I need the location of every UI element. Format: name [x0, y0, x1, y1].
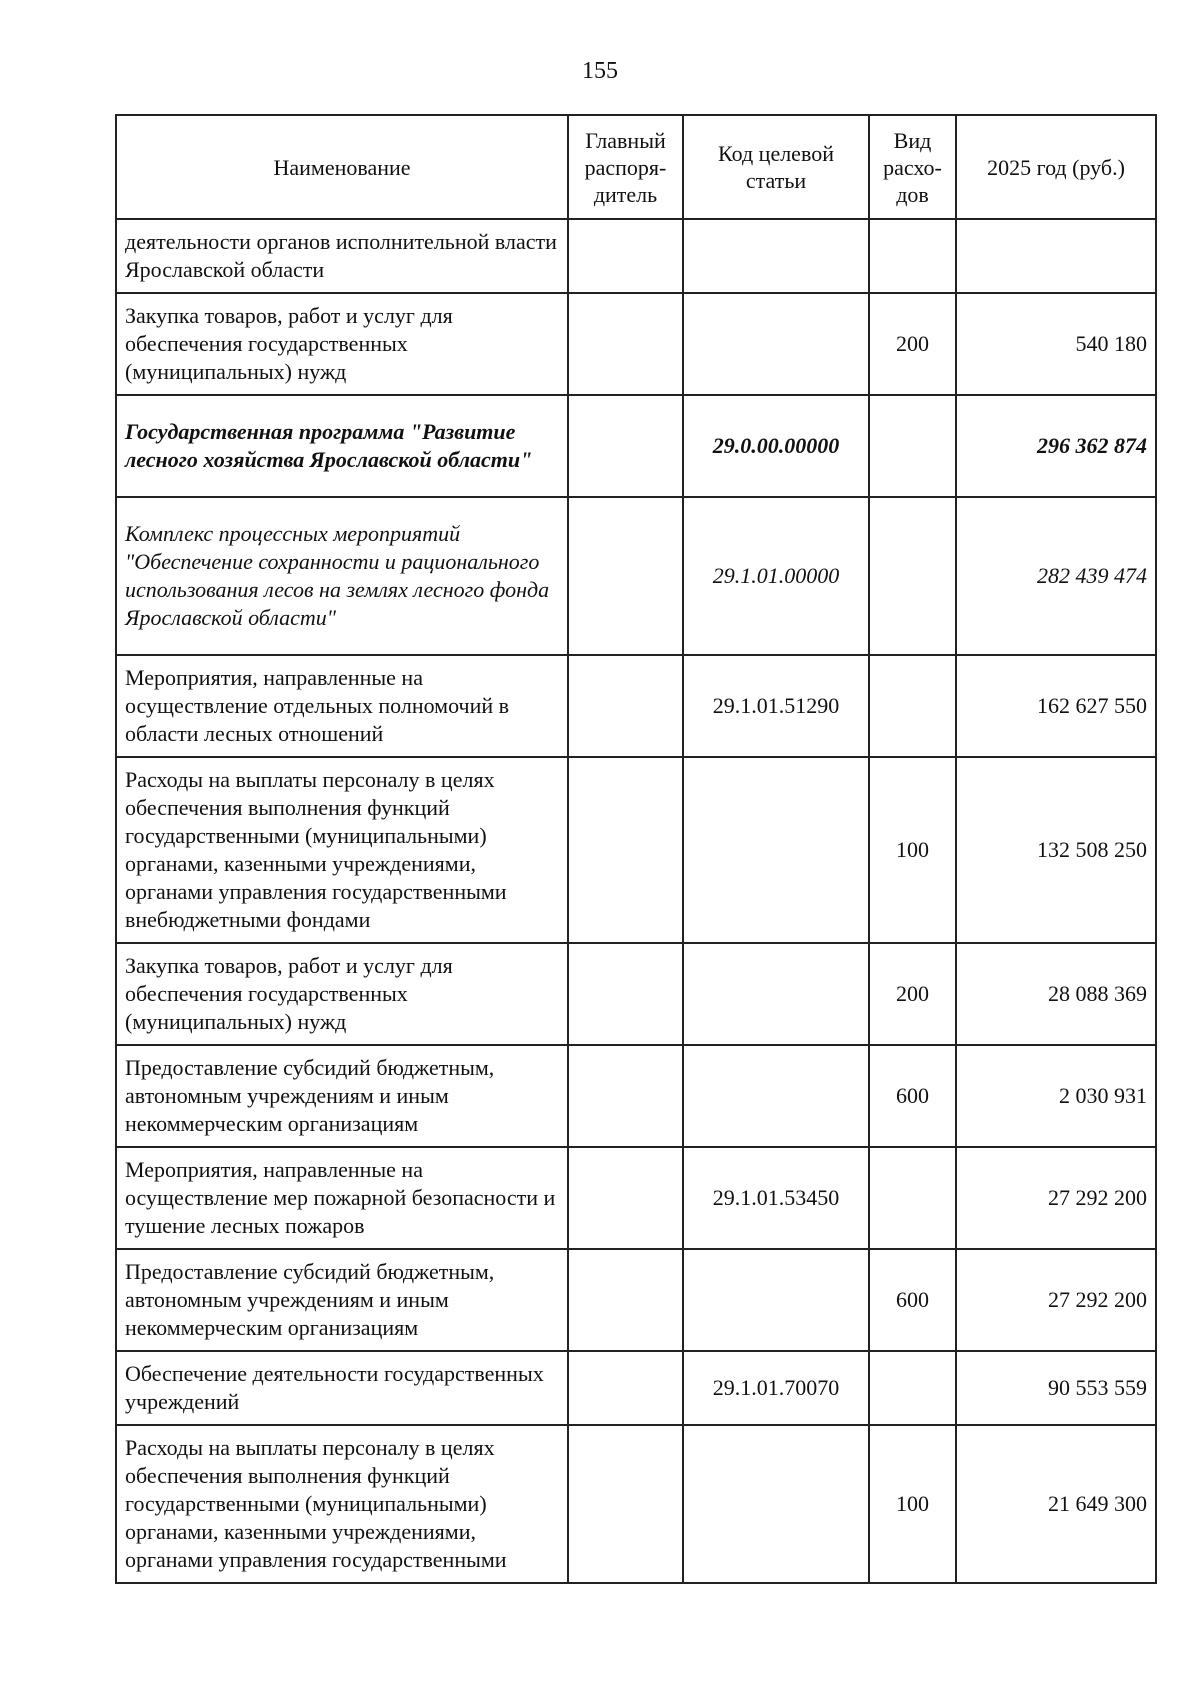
- row-admin: [568, 1147, 683, 1249]
- row-name: Мероприятия, направленные на осуществление отдельных полномочий в области лесных отношений: [116, 655, 568, 757]
- row-name: Закупка товаров, работ и услуг для обеспечения государственных (муниципальных) нужд: [116, 943, 568, 1045]
- row-code: [683, 1249, 869, 1351]
- row-code: 29.1.01.51290: [683, 655, 869, 757]
- header-name: Наименование: [116, 115, 568, 219]
- row-name: Закупка товаров, работ и услуг для обеспечения государственных (муниципальных) нужд: [116, 293, 568, 395]
- table-header-row: [116, 115, 1156, 219]
- row-name: Государственная программа "Развитие лесного хозяйства Ярославской области": [116, 395, 568, 497]
- header-code: Код целевой статьи: [683, 115, 869, 219]
- header-kind: Вид расхо-дов: [869, 115, 956, 219]
- row-kind: [869, 497, 956, 655]
- row-amount: 90 553 559: [956, 1351, 1156, 1425]
- row-amount: 27 292 200: [956, 1249, 1156, 1351]
- row-kind: [869, 1147, 956, 1249]
- row-kind: [869, 1351, 956, 1425]
- row-kind: 100: [869, 1425, 956, 1583]
- row-kind: [869, 219, 956, 293]
- row-kind: 100: [869, 757, 956, 943]
- row-admin: [568, 1351, 683, 1425]
- row-kind: 600: [869, 1249, 956, 1351]
- table-row: [116, 1351, 1156, 1425]
- row-name: Обеспечение деятельности государственных учреждений: [116, 1351, 568, 1425]
- row-amount: 540 180: [956, 293, 1156, 395]
- table-body: [116, 219, 1156, 1583]
- row-code: [683, 293, 869, 395]
- row-code: [683, 943, 869, 1045]
- row-name: деятельности органов исполнительной власти Ярославской области: [116, 219, 568, 293]
- row-admin: [568, 757, 683, 943]
- row-admin: [568, 219, 683, 293]
- header-admin: Главный распоря-дитель: [568, 115, 683, 219]
- row-name: Расходы на выплаты персоналу в целях обеспечения выполнения функций государственными (муниципальными) органами, казенными учреждениями, органами управления государственными внебюджетными фондами: [116, 757, 568, 943]
- table-row: [116, 655, 1156, 757]
- row-admin: [568, 1425, 683, 1583]
- row-name: Расходы на выплаты персоналу в целях обеспечения выполнения функций государственными (муниципальными) органами, казенными учреждениями, органами управления государственными: [116, 1425, 568, 1583]
- table-row-program: [116, 395, 1156, 497]
- table-row: [116, 943, 1156, 1045]
- row-name: Предоставление субсидий бюджетным, автономным учреждениям и иным некоммерческим организациям: [116, 1045, 568, 1147]
- row-kind: 600: [869, 1045, 956, 1147]
- row-code: 29.1.01.53450: [683, 1147, 869, 1249]
- row-admin: [568, 497, 683, 655]
- row-code: [683, 219, 869, 293]
- row-amount: 132 508 250: [956, 757, 1156, 943]
- page-number: 155: [582, 58, 618, 84]
- row-amount: 21 649 300: [956, 1425, 1156, 1583]
- row-amount: 28 088 369: [956, 943, 1156, 1045]
- row-admin: [568, 1249, 683, 1351]
- row-kind: [869, 395, 956, 497]
- row-amount: 2 030 931: [956, 1045, 1156, 1147]
- row-admin: [568, 943, 683, 1045]
- table-row: [116, 757, 1156, 943]
- row-amount: [956, 219, 1156, 293]
- row-admin: [568, 293, 683, 395]
- row-code: [683, 1045, 869, 1147]
- row-amount: 282 439 474: [956, 497, 1156, 655]
- budget-table: [115, 114, 1157, 1584]
- row-admin: [568, 395, 683, 497]
- row-amount: 162 627 550: [956, 655, 1156, 757]
- row-code: 29.1.01.70070: [683, 1351, 869, 1425]
- row-amount: 27 292 200: [956, 1147, 1156, 1249]
- row-kind: 200: [869, 943, 956, 1045]
- header-amount: 2025 год (руб.): [956, 115, 1156, 219]
- row-code: [683, 1425, 869, 1583]
- row-kind: [869, 655, 956, 757]
- row-admin: [568, 655, 683, 757]
- row-code: [683, 757, 869, 943]
- table-row-complex: [116, 497, 1156, 655]
- table-row: [116, 1425, 1156, 1583]
- table-row: [116, 1045, 1156, 1147]
- table-row: [116, 219, 1156, 293]
- row-admin: [568, 1045, 683, 1147]
- row-name: Комплекс процессных мероприятий "Обеспечение сохранности и рационального использования лесов на землях лесного фонда Ярославской области": [116, 497, 568, 655]
- table-row: [116, 1147, 1156, 1249]
- row-amount: 296 362 874: [956, 395, 1156, 497]
- table-row: [116, 293, 1156, 395]
- row-code: 29.0.00.00000: [683, 395, 869, 497]
- row-name: Предоставление субсидий бюджетным, автономным учреждениям и иным некоммерческим организациям: [116, 1249, 568, 1351]
- table-row: [116, 1249, 1156, 1351]
- row-kind: 200: [869, 293, 956, 395]
- row-code: 29.1.01.00000: [683, 497, 869, 655]
- row-name: Мероприятия, направленные на осуществление мер пожарной безопасности и тушение лесных пожаров: [116, 1147, 568, 1249]
